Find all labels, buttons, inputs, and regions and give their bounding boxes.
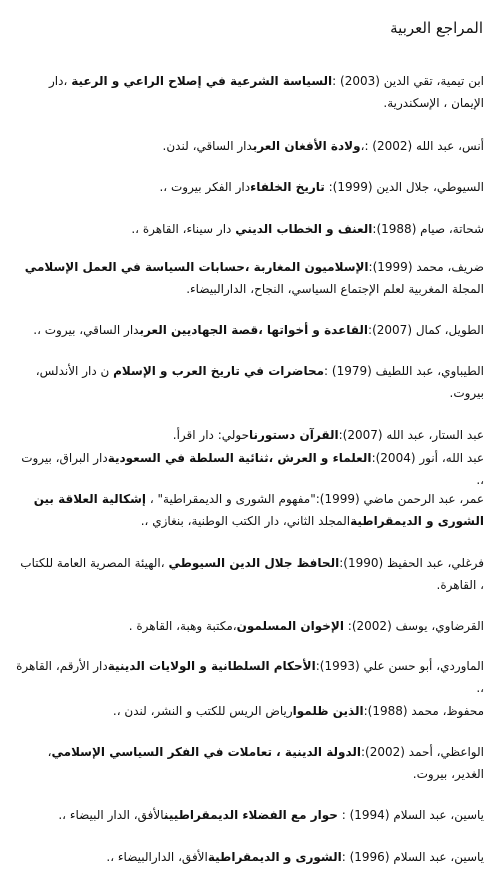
reference-author: فرغلي، عبد الحفيظ (1990): bbox=[339, 556, 484, 570]
reference-title: العلماء و العرش ،ثنائية السلطة في السعودية bbox=[107, 451, 372, 465]
reference-author: الواعظي، أحمد (2002): bbox=[361, 745, 484, 759]
reference-author: الطويل، كمال (2007): bbox=[368, 323, 484, 337]
reference-publisher: ن دار الأندلس، بيروت. bbox=[35, 364, 484, 400]
reference-entry bbox=[16, 70, 484, 114]
reference-publisher: دار الساقي، لندن. bbox=[162, 139, 253, 153]
reference-entry bbox=[16, 615, 484, 637]
reference-title: العنف و الخطاب الديني bbox=[235, 222, 373, 236]
reference-author: عبد الله، أنور (2004): bbox=[371, 451, 484, 465]
reference-author: شحاتة، صيام (1988): bbox=[372, 222, 484, 236]
reference-title: تاريخ الخلفاء bbox=[250, 180, 325, 194]
reference-publisher: دار سيناء، القاهرة ،. bbox=[131, 222, 236, 236]
reference-title: الإسلاميون المغاربة ،حسابات السياسة في العمل الإسلامي bbox=[24, 260, 369, 274]
reference-author: الماوردي، أبو حسن علي (1993): bbox=[315, 659, 484, 673]
reference-publisher: حولي: دار اقرأ. bbox=[172, 428, 250, 442]
reference-publisher: المجلة المغربية لعلم الإجتماع السياسي، النجاح، الدارالبيضاء. bbox=[186, 282, 484, 296]
reference-author: الطيباوي، عبد اللطيف (1979) : bbox=[324, 364, 484, 378]
reference-publisher: ،دار الإيمان ، الإسكندرية. bbox=[49, 74, 484, 110]
reference-publisher: دار الفكر بيروت ،. bbox=[159, 180, 251, 194]
reference-entry bbox=[16, 218, 484, 240]
reference-publisher: الأفق، الدار البيضاء ،. bbox=[58, 808, 164, 822]
reference-author: ابن تيمية، تقي الدين (2003) : bbox=[332, 74, 484, 88]
reference-title: الشورى و الديمقراطية bbox=[207, 850, 342, 864]
reference-publisher: المجلد الثاني، دار الكتب الوطنية، بنغازي ،. bbox=[140, 514, 351, 528]
reference-publisher: دار الساقي، بيروت ،. bbox=[33, 323, 140, 337]
reference-entry bbox=[16, 176, 484, 198]
reference-publisher: دار الأرقم، القاهرة ،. bbox=[16, 659, 484, 695]
reference-title: القاعدة و أخواتها ،قصة الجهاديين العرب bbox=[139, 323, 369, 337]
reference-entry bbox=[16, 804, 484, 826]
reference-author: أنس، عبد الله (2002) :، bbox=[360, 139, 484, 153]
reference-publisher: الأفق، الدارالبيضاء ،. bbox=[106, 850, 208, 864]
reference-entry bbox=[16, 846, 484, 868]
reference-entry bbox=[16, 447, 484, 491]
reference-entry bbox=[16, 700, 484, 722]
reference-publisher: رياض الريس للكتب و النشر، لندن ،. bbox=[112, 704, 293, 718]
reference-author: السيوطي، جلال الدين (1999): bbox=[324, 180, 484, 194]
reference-title: الأحكام السلطانية و الولايات الدينية bbox=[107, 659, 316, 673]
reference-author: القرضاوي، يوسف (2002): bbox=[343, 619, 484, 633]
page-title: المراجع العربية bbox=[390, 19, 483, 37]
reference-entry bbox=[16, 552, 484, 596]
reference-entry bbox=[16, 424, 484, 446]
reference-author: ياسين، عبد السلام (1994) : bbox=[337, 808, 484, 822]
reference-entry bbox=[16, 655, 484, 699]
reference-entry bbox=[16, 488, 484, 532]
reference-entry bbox=[16, 256, 484, 300]
reference-entry bbox=[16, 741, 484, 785]
reference-title: السياسة الشرعية في إصلاح الراعي و الرعية bbox=[71, 74, 333, 88]
reference-title: الذين ظلموا bbox=[292, 704, 364, 718]
reference-title: إشكالية العلاقة بين الشورى و الديمقراطية bbox=[33, 492, 484, 528]
reference-author: محفوظ، محمد (1988): bbox=[363, 704, 484, 718]
reference-author: ياسين، عبد السلام (1996) : bbox=[341, 850, 484, 864]
reference-author: عبد الستار، عبد الله (2007): bbox=[338, 428, 484, 442]
reference-title: الإخوان المسلمون bbox=[236, 619, 344, 633]
reference-entry bbox=[16, 319, 484, 341]
reference-title: الدولة الدينية ، تعاملات في الفكر السياسي الإسلامي bbox=[51, 745, 362, 759]
reference-entry bbox=[16, 360, 484, 404]
reference-author: ضريف، محمد (1999): bbox=[368, 260, 484, 274]
reference-title: ولادة الأفغان العرب bbox=[252, 139, 361, 153]
reference-publisher: ، الغدير، بيروت. bbox=[47, 745, 484, 781]
reference-publisher: ،مكتبة وهبة، القاهرة . bbox=[128, 619, 237, 633]
reference-title: القرآن دستورنا bbox=[249, 428, 339, 442]
reference-author: عمر، عبد الرحمن ماضي (1999):"مفهوم الشورى و الديمقراطية" ، bbox=[146, 492, 484, 506]
reference-title: محاضرات في تاريخ العرب و الإسلام bbox=[113, 364, 325, 378]
reference-publisher: دار البراق، بيروت ،. bbox=[21, 451, 484, 487]
reference-title: الحافظ جلال الدين السيوطي bbox=[168, 556, 340, 570]
reference-entry bbox=[16, 135, 484, 157]
reference-title: حوار مع الفضلاء الديمقراطيين bbox=[163, 808, 338, 822]
reference-publisher: ،الهيئة المصرية العامة للكتاب ، القاهرة. bbox=[20, 556, 484, 592]
